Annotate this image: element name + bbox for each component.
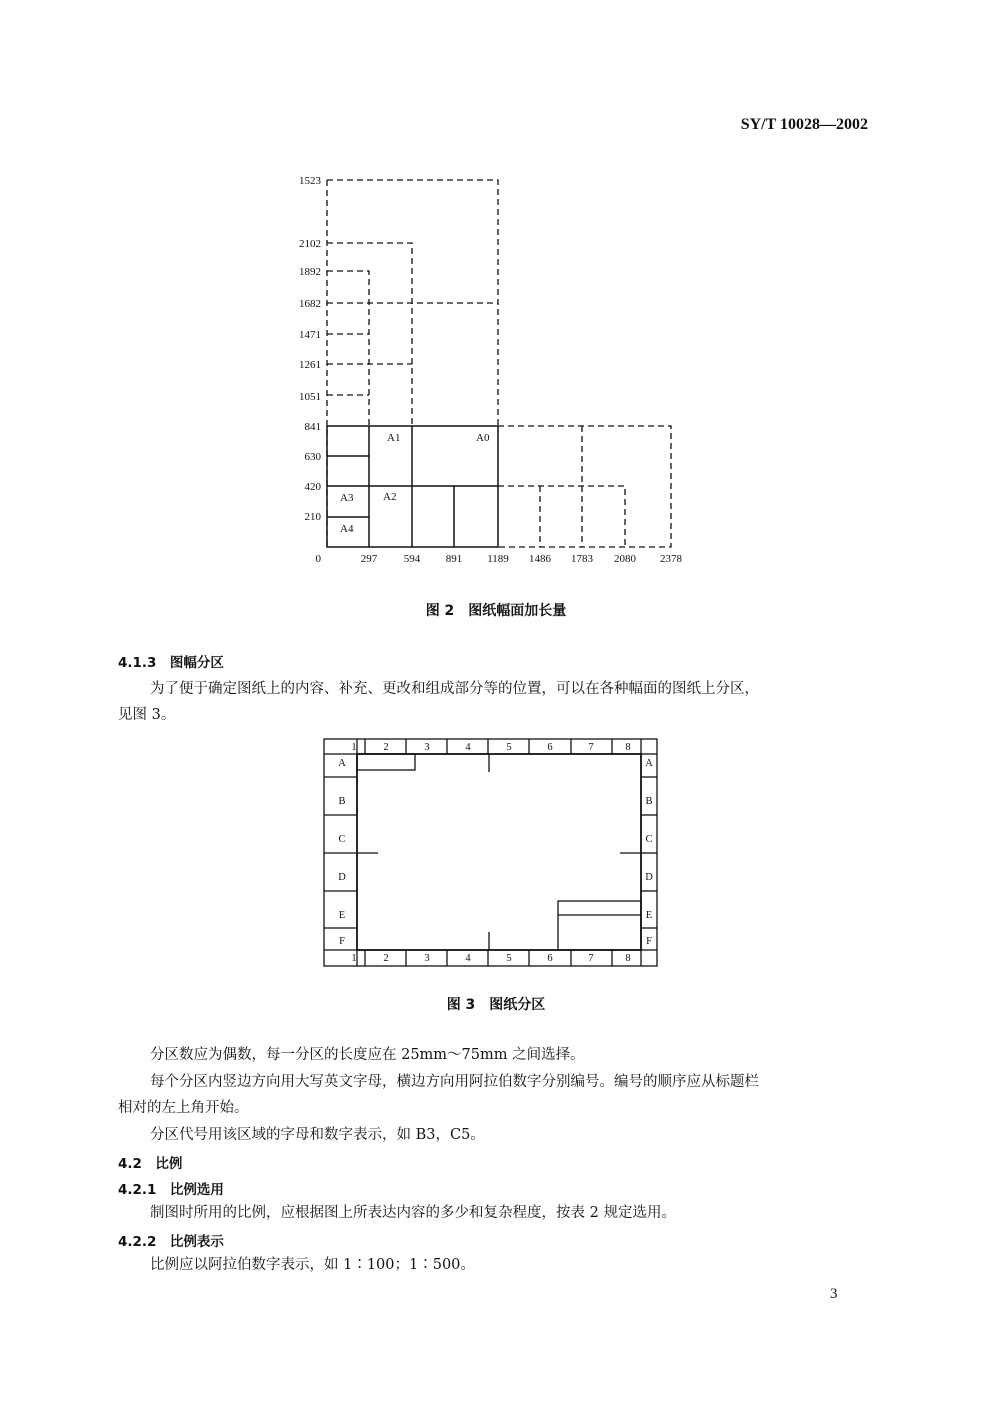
sheet-label-a4: A4 [340, 523, 354, 535]
zone-column-label: 4 [465, 953, 471, 964]
zone-column-label: 5 [506, 742, 512, 753]
section-4-1-3-heading: 4.1.3 图幅分区 [118, 655, 224, 671]
x-tick-label: 2378 [660, 553, 682, 565]
zone-column-label: 3 [424, 742, 430, 753]
zone-column-label: 8 [625, 953, 631, 964]
zone-column-label: 4 [465, 742, 471, 753]
zone-column-label: 1 [351, 742, 357, 753]
sheet-label-a0: A0 [476, 432, 490, 444]
zone-column-label: 1 [351, 953, 357, 964]
zone-row-label: C [645, 834, 653, 845]
zone-row-label: F [646, 936, 652, 947]
body-paragraph-2-line1: 每个分区内竖边方向用大写英文字母，横边方向用阿拉伯数字分别编号。编号的顺序应从标题栏 [150, 1074, 759, 1090]
zone-row-label: E [645, 910, 653, 921]
zone-row-label: C [338, 834, 346, 845]
origin-label: 0 [315, 553, 321, 565]
zone-column-label: 7 [588, 953, 594, 964]
sheet-label-a3: A3 [340, 492, 354, 504]
y-tick-label: 630 [304, 451, 321, 463]
zone-row-label: B [645, 796, 653, 807]
section-4-2-1-heading: 4.2.1 比例选用 [118, 1182, 224, 1198]
standard-code: SY/T 10028—2002 [740, 116, 868, 133]
x-tick-label: 297 [360, 553, 378, 565]
zone-row-label: D [645, 872, 653, 883]
y-tick-label: 1051 [299, 391, 321, 403]
body-paragraph-3: 分区代号用该区域的字母和数字表示，如 B3，C5。 [150, 1127, 485, 1143]
zone-row-label: A [338, 758, 346, 769]
page-number: 3 [830, 1286, 838, 1302]
zone-column-label: 6 [547, 953, 553, 964]
sheet-label-a1: A1 [387, 432, 401, 444]
body-paragraph-1: 分区数应为偶数，每一分区的长度应在 25mm～75mm 之间选择。 [150, 1047, 585, 1063]
section-4-2-heading: 4.2 比例 [118, 1156, 183, 1172]
section-4-1-3-line1: 为了便于确定图纸上的内容、补充、更改和组成部分等的位置，可以在各种幅面的图纸上分区， [150, 681, 759, 697]
y-tick-label: 420 [304, 481, 321, 493]
zone-column-label: 6 [547, 742, 553, 753]
section-4-1-3-line2: 见图 3。 [118, 707, 176, 723]
y-tick-label: 210 [304, 511, 321, 523]
zone-row-label: E [338, 910, 346, 921]
zone-column-label: 8 [625, 742, 631, 753]
y-tick-label: 1261 [299, 359, 321, 371]
section-4-2-1-paragraph: 制图时所用的比例，应根据图上所表达内容的多少和复杂程度，按表 2 规定选用。 [150, 1205, 676, 1221]
x-tick-label: 594 [403, 553, 421, 565]
figure-2-caption: 图 2 图纸幅面加长量 [425, 603, 567, 619]
x-tick-label: 1486 [529, 553, 551, 565]
x-tick-label: 1783 [571, 553, 593, 565]
zone-row-label: B [338, 796, 346, 807]
y-tick-label: 2102 [299, 238, 321, 250]
x-tick-label: 1189 [487, 553, 509, 565]
body-paragraph-2-line2: 相对的左上角开始。 [118, 1100, 249, 1116]
zone-row-label: A [645, 758, 653, 769]
figure-3-caption: 图 3 图纸分区 [446, 997, 546, 1013]
x-tick-label: 891 [445, 553, 463, 565]
y-tick-label: 1892 [299, 266, 321, 278]
zone-row-label: D [338, 872, 346, 883]
zone-column-label: 2 [383, 742, 389, 753]
y-tick-label: 1682 [299, 298, 321, 310]
zone-column-label: 3 [424, 953, 430, 964]
y-tick-label: 1523 [299, 175, 321, 187]
y-tick-label: 1471 [299, 329, 321, 341]
zone-column-label: 2 [383, 953, 389, 964]
sheet-label-a2: A2 [383, 491, 397, 503]
section-4-2-2-heading: 4.2.2 比例表示 [118, 1234, 224, 1250]
zone-column-label: 5 [506, 953, 512, 964]
section-4-2-2-paragraph: 比例应以阿拉伯数字表示，如 1∶100；1∶500。 [150, 1257, 475, 1273]
figure-3-diagram [323, 738, 659, 968]
zone-row-label: F [339, 936, 345, 947]
x-tick-label: 2080 [614, 553, 636, 565]
zone-column-label: 7 [588, 742, 594, 753]
extension-outlines [327, 180, 671, 547]
y-tick-label: 841 [304, 421, 321, 433]
figure-2-diagram [290, 170, 690, 570]
